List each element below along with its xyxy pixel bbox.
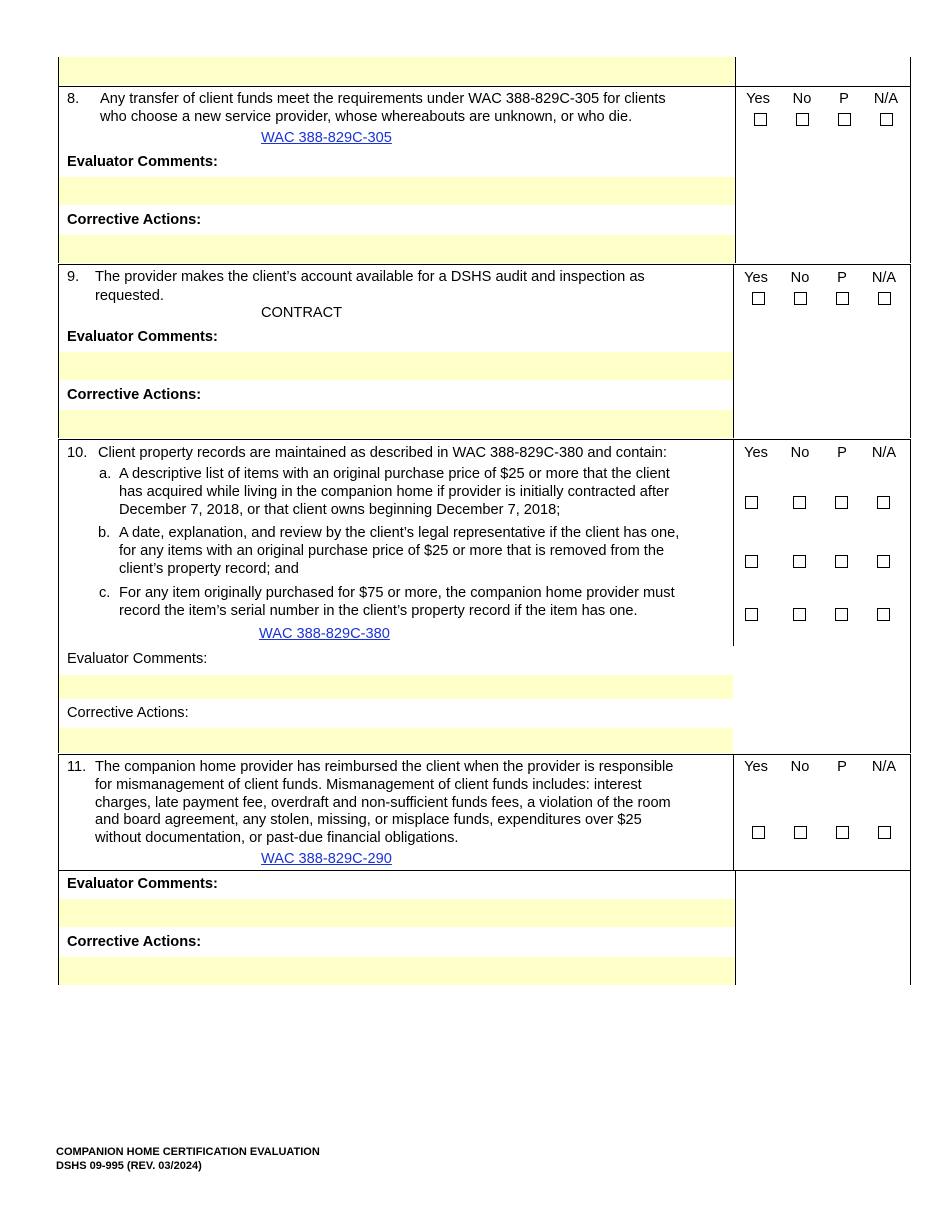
checkbox-b-no[interactable]: [793, 555, 806, 568]
contract-reference: CONTRACT: [261, 305, 343, 321]
footer-title: COMPANION HOME CERTIFICATION EVALUATION: [56, 1146, 320, 1158]
corrective-actions-field[interactable]: [59, 957, 735, 985]
item-text: and board agreement, any stolen, missing, or misplace funds, expenditures over $25: [95, 812, 642, 828]
checkbox-yes[interactable]: [752, 292, 765, 305]
subitem-b-label: b.: [98, 525, 111, 541]
subitem-text: for any items with an original purchase price of $25 or more that is removed from the: [119, 543, 665, 559]
item-number: 9.: [67, 269, 80, 285]
subitem-text: client’s property record; and: [119, 561, 299, 577]
item-text: charges, late payment fee, overdraft and non-sufficient funds fees, a violation of the room: [95, 795, 671, 811]
evaluator-comments-label: Evaluator Comments:: [67, 651, 208, 667]
evaluator-comments-field[interactable]: [59, 675, 733, 699]
col-no: No: [790, 445, 810, 461]
checkbox-na[interactable]: [880, 113, 893, 126]
evaluator-comments-field[interactable]: [59, 352, 733, 380]
item-text: without documentation, or past-due financial obligations.: [95, 830, 459, 846]
checkbox-no[interactable]: [794, 826, 807, 839]
wac-reference-link[interactable]: WAC 388-829C-305: [261, 130, 392, 146]
item-text: Client property records are maintained as described in WAC 388-829C-380 and contain:: [98, 445, 667, 461]
col-p: P: [837, 270, 847, 286]
col-yes: Yes: [744, 445, 768, 461]
item-text: The companion home provider has reimbursed the client when the provider is responsible: [95, 759, 674, 775]
col-no: No: [792, 91, 812, 107]
corrective-actions-label: Corrective Actions:: [67, 705, 189, 721]
item-text: The provider makes the client’s account available for a DSHS audit and inspection as: [95, 269, 645, 285]
evaluator-comments-label: Evaluator Comments:: [67, 329, 218, 345]
item-number: 8.: [67, 91, 80, 107]
subitem-text: A descriptive list of items with an original purchase price of $25 or more that the client: [119, 466, 670, 482]
evaluator-comments-field[interactable]: [59, 177, 735, 205]
subitem-c-label: c.: [99, 585, 111, 601]
checkbox-no[interactable]: [794, 292, 807, 305]
checkbox-a-p[interactable]: [835, 496, 848, 509]
checkbox-a-na[interactable]: [877, 496, 890, 509]
col-yes: Yes: [746, 91, 770, 107]
corrective-actions-field[interactable]: [59, 728, 733, 753]
col-no: No: [790, 270, 810, 286]
item-text: for mismanagement of client funds. Mismanagement of client funds includes: interest: [95, 777, 642, 793]
checkbox-b-yes[interactable]: [745, 555, 758, 568]
corrective-actions-label: Corrective Actions:: [67, 387, 202, 403]
corrective-actions-field[interactable]: [59, 410, 733, 438]
checkbox-na[interactable]: [878, 826, 891, 839]
checkbox-a-yes[interactable]: [745, 496, 758, 509]
evaluator-comments-label: Evaluator Comments:: [67, 876, 218, 892]
col-na: N/A: [871, 270, 897, 286]
wac-reference-link[interactable]: WAC 388-829C-290: [261, 851, 392, 867]
item-number: 10.: [67, 445, 88, 461]
checkbox-p[interactable]: [836, 292, 849, 305]
checkbox-b-na[interactable]: [877, 555, 890, 568]
checkbox-c-yes[interactable]: [745, 608, 758, 621]
col-no: No: [790, 759, 810, 775]
checkbox-c-no[interactable]: [793, 608, 806, 621]
corrective-actions-label: Corrective Actions:: [67, 934, 202, 950]
checkbox-yes[interactable]: [754, 113, 767, 126]
corrective-actions-label: Corrective Actions:: [67, 212, 202, 228]
checkbox-p[interactable]: [838, 113, 851, 126]
corrective-actions-field[interactable]: [59, 235, 735, 263]
subitem-a-label: a.: [99, 466, 112, 482]
checkbox-c-p[interactable]: [835, 608, 848, 621]
footer-form-number: DSHS 09-995 (REV. 03/2024): [56, 1160, 202, 1172]
item-text: who choose a new service provider, whose whereabouts are unknown, or who die.: [100, 109, 633, 125]
evaluator-comments-field[interactable]: [59, 899, 735, 927]
subitem-text: December 7, 2018, or that client owns beginning December 7, 2018;: [119, 502, 561, 518]
checkbox-no[interactable]: [796, 113, 809, 126]
col-na: N/A: [871, 445, 897, 461]
subitem-text: For any item originally purchased for $75 or more, the companion home provider must: [119, 585, 675, 601]
col-yes: Yes: [744, 270, 768, 286]
checkbox-na[interactable]: [878, 292, 891, 305]
wac-reference-link[interactable]: WAC 388-829C-380: [259, 626, 390, 642]
checkbox-yes[interactable]: [752, 826, 765, 839]
col-yes: Yes: [744, 759, 768, 775]
item-number: 11.: [67, 759, 87, 775]
evaluator-comments-label: Evaluator Comments:: [67, 154, 218, 170]
col-na: N/A: [873, 91, 899, 107]
checkbox-b-p[interactable]: [835, 555, 848, 568]
col-na: N/A: [871, 759, 897, 775]
subitem-text: has acquired while living in the companion home if provider is initially contracted after: [119, 484, 669, 500]
checkbox-p[interactable]: [836, 826, 849, 839]
col-p: P: [837, 445, 847, 461]
subitem-text: A date, explanation, and review by the client’s legal representative if the client has one,: [119, 525, 680, 541]
checkbox-a-no[interactable]: [793, 496, 806, 509]
item-text: requested.: [95, 288, 164, 304]
col-p: P: [839, 91, 849, 107]
item-text: Any transfer of client funds meet the requirements under WAC 388-829C-305 for clients: [100, 91, 666, 107]
comment-field-top[interactable]: [59, 57, 735, 85]
col-p: P: [837, 759, 847, 775]
checkbox-c-na[interactable]: [877, 608, 890, 621]
subitem-text: record the item’s serial number in the client’s property record if the item has one.: [119, 603, 638, 619]
